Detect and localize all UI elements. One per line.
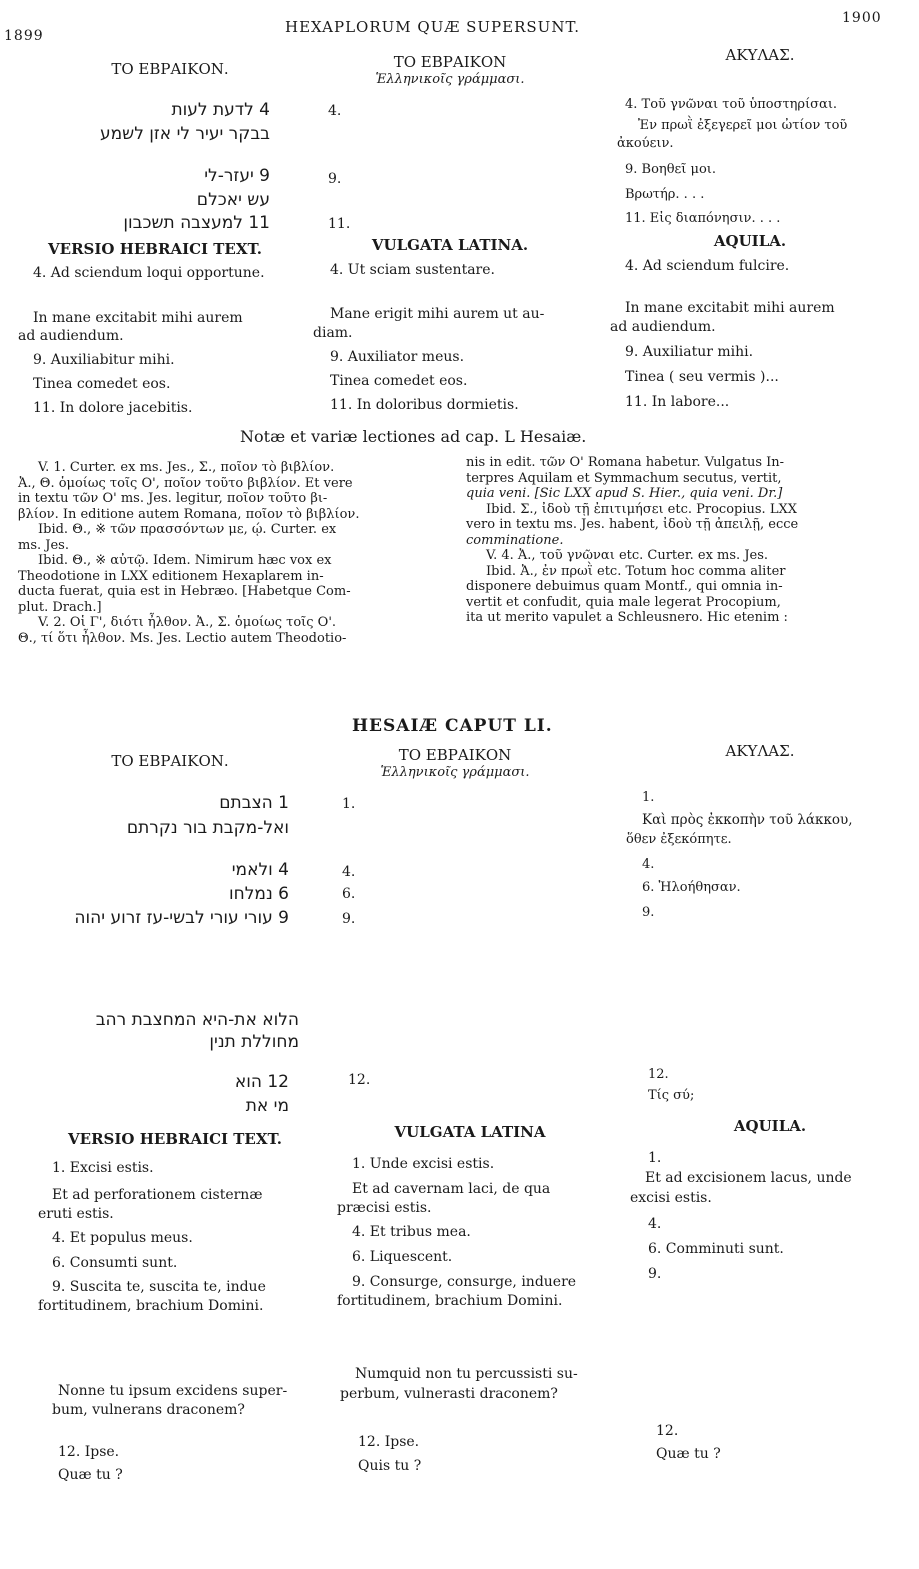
col-head-subtitle: Ἑλληνικοῖς γράμμασι. (380, 765, 530, 780)
right-page-number: 1900 (842, 10, 882, 26)
vulgata-line: 9. Consurge, consurge, induere (352, 1274, 577, 1290)
aquila-greek-line: 9. Βοηθεῖ μοι. (625, 162, 716, 177)
note-line: Ibid. Θ., ※ τῶν πρασσόντων με, ῴ. Curter. ex (38, 522, 337, 537)
vulgata-line: 1. Unde excisi estis. (352, 1156, 495, 1172)
vulgata-line: perbum, vulnerasti draconem? (340, 1386, 558, 1402)
note-line: ms. Jes. (18, 537, 69, 553)
notes-right-column (466, 455, 904, 626)
vulgata-line: 11. In doloribus dormietis. (330, 397, 519, 413)
notes-left-column (18, 460, 448, 646)
running-title: HEXAPLORUM QUÆ SUPERSUNT. (285, 18, 581, 36)
aquila-latin-line: 12. (656, 1423, 679, 1439)
versio-line: eruti estis. (38, 1206, 114, 1222)
aquila-latin-line: 4. Ad sciendum fulcire. (625, 258, 790, 274)
hebrew-line: 1 הצבתם (219, 793, 289, 813)
latin-head-aquila: AQUILA. (713, 232, 787, 250)
aquila-greek-line: 6. Ἠλοήθησαν. (642, 880, 741, 895)
latin-head-vulgata: VULGATA LATINA (394, 1123, 546, 1141)
vulgata-line: diam. (313, 325, 353, 341)
col-head-subtitle: Ἑλληνικοῖς γράμμασι. (375, 72, 525, 87)
hebrew-line: מי את (245, 1096, 289, 1116)
note-line: disponere debuimus quam Montf., qui omnia in- (466, 579, 783, 594)
versio-line: 11. In dolore jacebitis. (33, 400, 193, 416)
vulgata-line: Numquid non tu percussisti su- (355, 1366, 578, 1382)
verse-number: 1. (342, 796, 356, 812)
vulgata-line: 4. Ut sciam sustentare. (330, 262, 495, 278)
vulgata-line: 4. Et tribus mea. (352, 1224, 471, 1240)
vulgata-line: Mane erigit mihi aurem ut au- (330, 306, 545, 322)
aquila-greek-line: ἀκούειν. (617, 136, 674, 151)
aquila-latin-line: 11. In labore... (625, 394, 730, 410)
note-line: Ibid. Θ., ※ αὐτῷ. Idem. Nimirum hæc vox ex (38, 553, 332, 568)
vulgata-line: 9. Auxiliator meus. (330, 349, 465, 365)
note-line: nis in edit. τῶν Ο' Romana habetur. Vulgatus In- (466, 455, 785, 470)
note-line: vertit et confudit, quia male legerat Procopium, (466, 594, 781, 610)
hebrew-line: 12 הוא (234, 1072, 289, 1092)
aquila-latin-line: 9. Auxiliatur mihi. (625, 344, 754, 360)
note-line: V. 4. Ἀ., τοῦ γνῶναι etc. Curter. ex ms. Jes. (486, 548, 769, 563)
aquila-greek-line: 11. Εἰς διαπόνησιν. . . . (625, 211, 781, 226)
note-line: plut. Drach.] (18, 599, 102, 615)
latin-head-aquila: AQUILA. (733, 1117, 807, 1135)
left-page-number: 1899 (4, 28, 44, 44)
aquila-greek-line: 4. (642, 857, 655, 872)
latin-head-versio: VERSIO HEBRAICI TEXT. (48, 240, 262, 258)
aquila-latin-line: In mane excitabit mihi aurem (625, 300, 835, 316)
aquila-greek-line: Καὶ πρὸς ἐκκοπὴν τοῦ λάκκου, (642, 812, 853, 828)
versio-line: Quæ tu ? (58, 1467, 123, 1483)
vulgata-line: 6. Liquescent. (352, 1249, 453, 1265)
aquila-greek-line: 4. Τοῦ γνῶναι τοῦ ὑποστηρίσαι. (625, 97, 838, 112)
versio-line: 4. Et populus meus. (52, 1230, 193, 1246)
chapter-title: HESAIÆ CAPUT LI. (352, 716, 553, 736)
aquila-greek-line: ὅθεν ἐξεκόπητε. (626, 832, 732, 847)
versio-line: 12. Ipse. (58, 1444, 120, 1460)
aquila-latin-line: excisi estis. (630, 1190, 712, 1206)
note-line: in textu τῶν Ο' ms. Jes. legitur, ποῖον τοῦτο βι- (18, 491, 328, 506)
versio-line: fortitudinem, brachium Domini. (38, 1298, 264, 1314)
hebrew-line: הלוא את-היא המחצבת רהב (95, 1010, 299, 1030)
versio-line: 9. Auxiliabitur mihi. (33, 352, 175, 368)
col-head-transliteration: ΤΟ ΕΒΡΑΙΚΟΝ (393, 53, 507, 71)
aquila-latin-line: 1. (648, 1150, 662, 1166)
hebrew-line: בבקר יעיר לי אזן לשמע (99, 124, 270, 144)
latin-head-versio: VERSIO HEBRAICI TEXT. (68, 1130, 282, 1148)
vulgata-line: præcisi estis. (337, 1200, 432, 1216)
note-line: comminatione. (466, 532, 564, 548)
hebrew-line: 6 נמלחו (229, 884, 289, 904)
latin-head-vulgata: VULGATA LATINA. (371, 236, 529, 254)
note-line: Theodotione in LXX editionem Hexaplarem in- (18, 568, 324, 584)
verse-number: 12. (348, 1072, 371, 1088)
verse-number: 9. (328, 171, 342, 187)
aquila-greek-line: Ἐν πρωῒ ἐξεγερεῖ μοι ὠτίον τοῦ (638, 118, 848, 133)
aquila-greek-line: 1. (642, 790, 655, 805)
versio-line: Tinea comedet eos. (33, 376, 171, 392)
verse-number: 6. (342, 886, 356, 902)
aquila-latin-line: Tinea ( seu vermis )... (625, 369, 779, 385)
note-line: V. 2. Οἱ Γ', διότι ἦλθον. Ἀ., Σ. ὁμοίως τοῖς Ο'. (38, 615, 337, 630)
versio-line: ad audiendum. (18, 328, 124, 344)
versio-line: 1. Excisi estis. (52, 1160, 154, 1176)
col-head-hebrew: ΤΟ ΕΒΡΑΙΚΟΝ. (111, 60, 229, 78)
verse-number: 4. (328, 103, 342, 119)
hebrew-line: עש יאכלם (196, 190, 270, 210)
versio-line: 4. Ad sciendum loqui opportune. (33, 265, 265, 281)
note-line: quia veni. [Sic LXX apud S. Hier., quia veni. Dr.] (466, 486, 783, 501)
verse-number: 11. (328, 216, 351, 232)
vulgata-line: fortitudinem, brachium Domini. (337, 1293, 563, 1309)
note-line: ita ut merito vapulet a Schleusnero. Hic etenim : (466, 610, 788, 625)
note-line: ducta fuerat, quia est in Hebræo. [Habetque Com- (18, 584, 351, 599)
aquila-latin-line: Et ad excisionem lacus, unde (645, 1170, 852, 1186)
aquila-greek-line: Τίς σύ; (648, 1088, 695, 1103)
versio-line: Nonne tu ipsum excidens super- (58, 1383, 288, 1399)
aquila-latin-line: ad audiendum. (610, 319, 716, 335)
hebrew-line: 9 עורי עורי לבשי-עז זרוע יהוה (74, 908, 289, 928)
col-head-aquila-greek: ΑΚΥΛΑΣ. (725, 742, 795, 760)
col-head-transliteration: ΤΟ ΕΒΡΑΙΚΟΝ (398, 746, 512, 764)
hebrew-line: 4 ולאמי (231, 860, 289, 880)
note-line: terpres Aquilam et Symmachum secutus, vertit, (466, 470, 782, 486)
col-head-hebrew: ΤΟ ΕΒΡΑΙΚΟΝ. (111, 752, 229, 770)
aquila-greek-line: Βρωτήρ. . . . (625, 187, 705, 202)
versio-line: 9. Suscita te, suscita te, indue (52, 1279, 266, 1295)
hebrew-line: 4 לדעת לעות (171, 100, 270, 120)
note-line: vero in textu ms. Jes. habent, ἰδοὺ τῇ ἀπειλῇ, ecce (466, 517, 799, 532)
versio-line: 6. Consumti sunt. (52, 1255, 178, 1271)
hebrew-line: 11 למעצבה תשכבון (123, 213, 270, 233)
hebrew-line: 9 יעזר-לי (204, 166, 270, 186)
hebrew-line: ואל-מקבת בור נקרתם (126, 818, 289, 838)
aquila-latin-line: 9. (648, 1266, 662, 1282)
aquila-greek-line: 9. (642, 905, 655, 920)
vulgata-line: 12. Ipse. (358, 1434, 420, 1450)
note-line: Ἀ., Θ. ὁμοίως τοῖς Ο', ποῖον τοῦτο βιβλίον. Et vere (18, 475, 353, 491)
aquila-latin-line: 6. Comminuti sunt. (648, 1241, 784, 1257)
hebrew-line: מחוללת תנין (209, 1032, 299, 1052)
versio-line: In mane excitabit mihi aurem (33, 310, 243, 326)
verse-number: 9. (342, 911, 356, 927)
note-line: Ibid. Ἀ., ἐν πρωῒ etc. Totum hoc comma aliter (486, 563, 786, 579)
vulgata-line: Quis tu ? (358, 1458, 422, 1474)
note-line: V. 1. Curter. ex ms. Jes., Σ., ποῖον τὸ βιβλίον. (38, 460, 335, 475)
vulgata-line: Et ad cavernam laci, de qua (352, 1181, 551, 1197)
vulgata-line: Tinea comedet eos. (330, 373, 468, 389)
aquila-latin-line: 4. (648, 1216, 662, 1232)
note-line: Ibid. Σ., ἰδοὺ τῇ ἐπιτιμήσει etc. Procopius. LXX (486, 501, 797, 517)
aquila-latin-line: Quæ tu ? (656, 1446, 721, 1462)
note-line: Θ., τί ὅτι ἦλθον. Ms. Jes. Lectio autem Theodotio- (18, 630, 347, 646)
note-line: βλίον. In editione autem Romana, ποῖον τὸ βιβλίον. (18, 506, 360, 522)
notes-title: Notæ et variæ lectiones ad cap. L Hesaiæ. (240, 427, 587, 446)
verse-number: 4. (342, 864, 356, 880)
versio-line: bum, vulnerans draconem? (52, 1402, 245, 1418)
versio-line: Et ad perforationem cisternæ (52, 1187, 263, 1203)
aquila-greek-line: 12. (648, 1067, 669, 1082)
col-head-aquila-greek: ΑΚΥΛΑΣ. (725, 46, 795, 64)
